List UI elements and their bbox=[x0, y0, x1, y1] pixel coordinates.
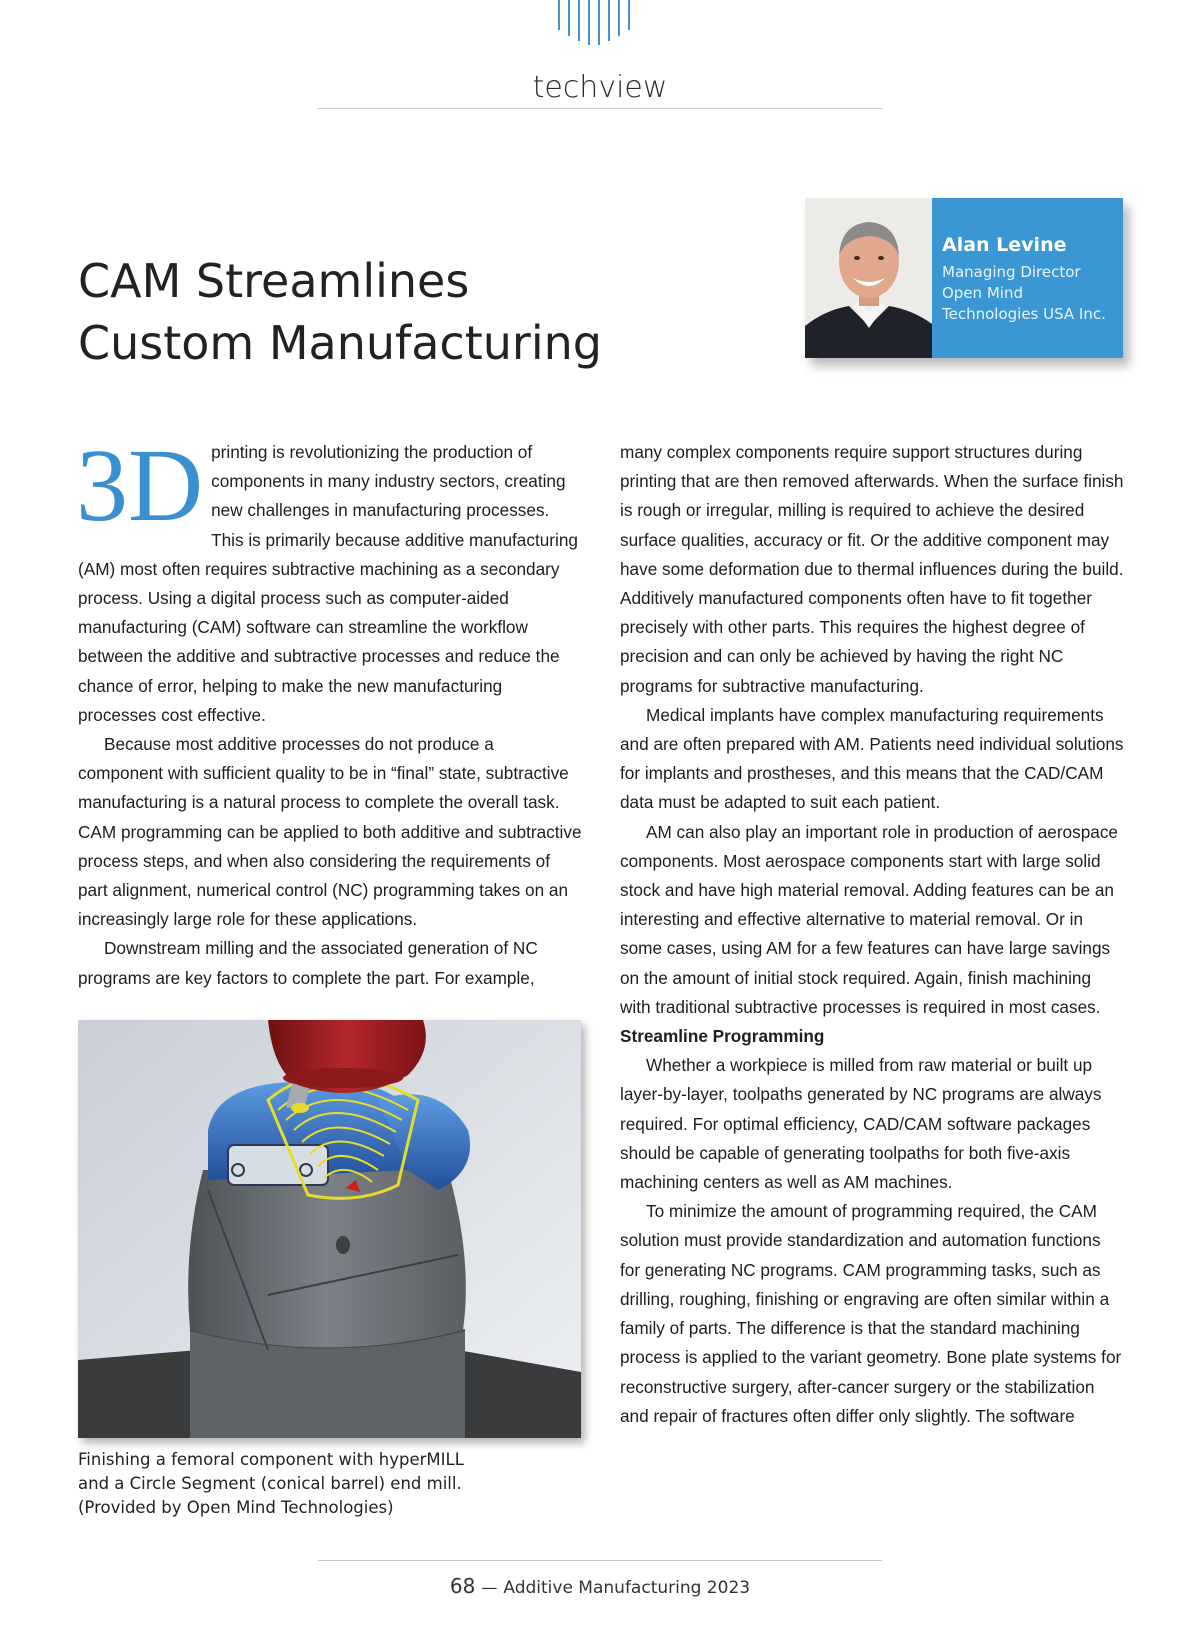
author-role-line-2: Open Mind bbox=[942, 284, 1023, 302]
section-subheading: Streamline Programming bbox=[620, 1026, 825, 1047]
paragraph: Whether a workpiece is milled from raw material or built up layer-by-layer, toolpaths generated by NC programs are always required. For optimal efficiency, CAD/CAM software packages should be capable of generating toolpaths for both five-axis machining centers as well as AM machines. bbox=[620, 1055, 1102, 1193]
author-photo bbox=[805, 198, 932, 358]
title-line-1: CAM Streamlines bbox=[78, 254, 470, 308]
article-title bbox=[78, 250, 718, 374]
paragraph-text: printing is revolutionizing the production of components in many industry sectors, creating new challenges in manufacturing processes. This is primarily because additive manufacturing (AM) most often requires subtractive machining as a secondary process. Using a digital process such as computer-aided manufacturing (CAM) software can streamline the workflow between the additive and subtractive processes and reduce the chance of error, helping to make the new manufacturing processes cost effective. bbox=[78, 442, 578, 725]
page-number: 68 bbox=[449, 1574, 476, 1598]
footer-rule bbox=[318, 1560, 882, 1561]
section-label: techview bbox=[532, 70, 668, 105]
author-info bbox=[932, 198, 1106, 358]
paragraph: Because most additive processes do not produce a component with sufficient quality to be in “final” state, subtractive manufacturing is a natural process to complete the overall task. CAM programming can be applied to both additive and subtractive process steps, and when also considering the requirements of part alignment, numerical control (NC) programming takes on an increasingly large role for these applications. bbox=[78, 734, 582, 930]
figure-caption bbox=[78, 1448, 583, 1520]
paragraph bbox=[76, 428, 583, 730]
footer-dash: — bbox=[481, 1578, 498, 1597]
article-figure bbox=[78, 1020, 581, 1438]
author-name: Alan Levine bbox=[942, 234, 1067, 256]
publication-name: Additive Manufacturing 2023 bbox=[503, 1578, 751, 1598]
header-rule bbox=[318, 108, 882, 109]
paragraph: Medical implants have complex manufacturing requirements and are often prepared with AM. Patients need individual solutions for implants and prostheses, and this means that the CAD/CAM data must be adapted to suit each patient. bbox=[620, 704, 1124, 813]
paragraph: many complex components require support structures during printing that are then removed afterwards. When the surface finish is rough or irregular, milling is required to achieve the desired surface qualities, accuracy or fit. Or the additive component may have some deformation due to thermal influences during the build. Additively manufactured components often have to fit together precisely with other parts. This requires the highest degree of precision and can only be achieved by having the right NC programs for subtractive manufacturing. bbox=[620, 442, 1124, 696]
paragraph: AM can also play an important role in production of aerospace components. Most aerospace components start with large solid stock and have high material removal. Adding features can be an interesting and effective alternative to material removal. Or in some cases, using AM for a few features can have large savings on the amount of initial stock required. Again, finish machining with traditional subtractive processes is required in most cases. bbox=[620, 821, 1118, 1017]
article-column-right bbox=[620, 438, 1125, 1431]
drop-cap: 3D bbox=[76, 428, 204, 543]
author-role-line-1: Managing Director bbox=[942, 263, 1081, 281]
caption-line-2: and a Circle Segment (conical barrel) end mill. bbox=[78, 1474, 462, 1493]
page-footer bbox=[318, 1574, 882, 1598]
author-role-line-3: Technologies USA Inc. bbox=[942, 305, 1106, 323]
paragraph: Downstream milling and the associated generation of NC programs are key factors to complete the part. For example, bbox=[78, 938, 538, 988]
title-line-2: Custom Manufacturing bbox=[78, 316, 602, 370]
caption-line-3: (Provided by Open Mind Technologies) bbox=[78, 1498, 394, 1517]
article-column-left bbox=[76, 428, 583, 993]
paragraph: To minimize the amount of programming required, the CAM solution must provide standardization and automation functions for generating NC programs. CAM programming tasks, such as drilling, roughing, finishing or engraving are often similar within a family of parts. The difference is that the standard machining process is applied to the variant geometry. Bone plate systems for reconstructive surgery, after-cancer surgery or the stabilization and repair of fractures often differ only slightly. The software bbox=[620, 1201, 1122, 1426]
author-role bbox=[942, 262, 1106, 325]
header-decoration bbox=[558, 0, 644, 46]
author-card bbox=[805, 198, 1123, 358]
caption-line-1: Finishing a femoral component with hyperMILL bbox=[78, 1450, 464, 1469]
femoral-component-image bbox=[78, 1020, 581, 1438]
